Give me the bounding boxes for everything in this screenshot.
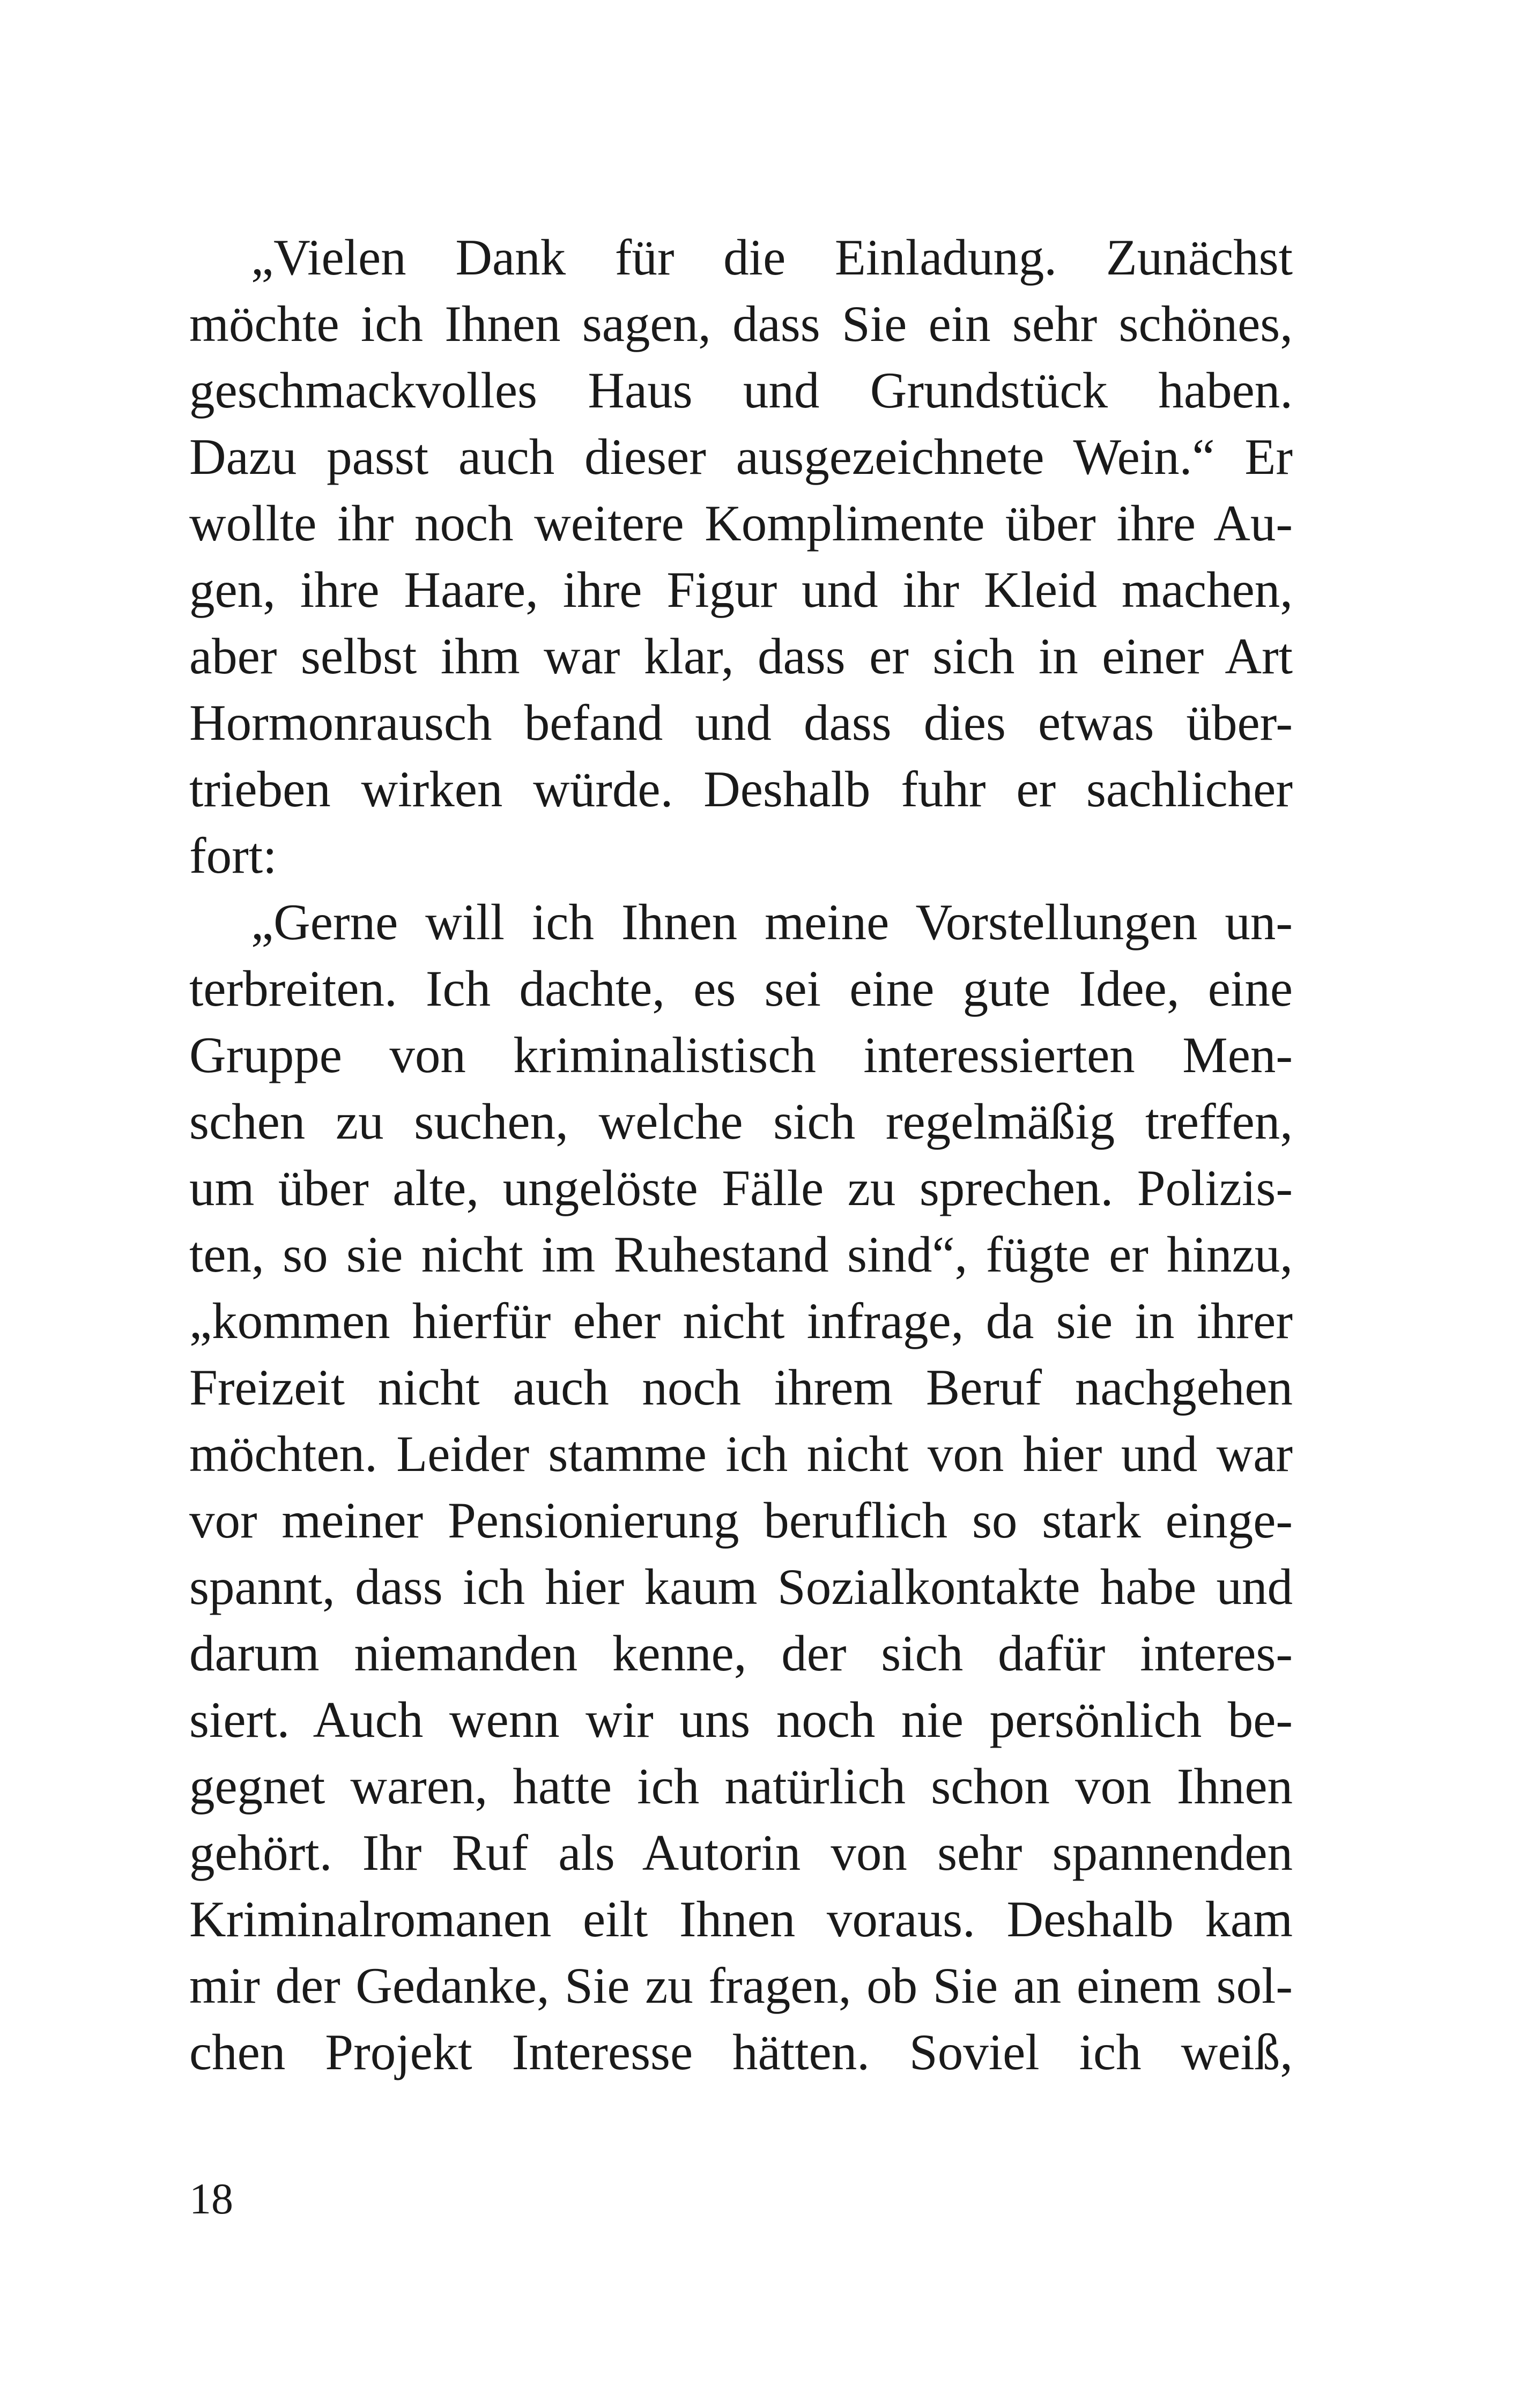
paragraph-2 xyxy=(189,889,1293,2085)
text-line: möchte ich Ihnen sagen, dass Sie ein sehr schönes, xyxy=(189,295,1293,352)
text-line: „kommen hierfür eher nicht infrage, da sie in ihrer xyxy=(189,1292,1293,1349)
text-line: möchten. Leider stamme ich nicht von hier und war xyxy=(189,1425,1293,1482)
text-line: geschmackvolles Haus und Grundstück haben. xyxy=(189,362,1293,419)
text-line: Hormonrausch befand und dass dies etwas über- xyxy=(189,694,1293,751)
text-line: Freizeit nicht auch noch ihrem Beruf nachgehen xyxy=(189,1359,1293,1416)
text-line: ten, so sie nicht im Ruhestand sind“, fügte er hinzu, xyxy=(189,1226,1293,1283)
body-text xyxy=(189,224,1293,2085)
paragraph-1 xyxy=(189,224,1293,889)
text-line: gen, ihre Haare, ihre Figur und ihr Kleid machen, xyxy=(189,561,1293,618)
text-line: mir der Gedanke, Sie zu fragen, ob Sie an einem sol- xyxy=(189,1957,1293,2014)
text-line: „Gerne will ich Ihnen meine Vorstellungen un- xyxy=(251,894,1293,950)
text-line: wollte ihr noch weitere Komplimente über ihre Au- xyxy=(189,495,1293,552)
text-line: Kriminalromanen eilt Ihnen voraus. Deshalb kam xyxy=(189,1891,1293,1948)
text-line: aber selbst ihm war klar, dass er sich in einer Art xyxy=(189,628,1293,685)
text-line: fort: xyxy=(189,827,277,884)
text-line: „Vielen Dank für die Einladung. Zunächst xyxy=(251,229,1293,286)
text-line: Dazu passt auch dieser ausgezeichnete Wein.“ Er xyxy=(189,428,1293,485)
text-line: siert. Auch wenn wir uns noch nie persönlich be- xyxy=(189,1691,1293,1748)
text-line: terbreiten. Ich dachte, es sei eine gute Idee, eine xyxy=(189,960,1293,1017)
text-line: gehört. Ihr Ruf als Autorin von sehr spannenden xyxy=(189,1824,1293,1881)
text-line: schen zu suchen, welche sich regelmäßig treffen, xyxy=(189,1093,1293,1150)
text-line: Gruppe von kriminalistisch interessierten Men- xyxy=(189,1027,1293,1083)
text-line: chen Projekt Interesse hätten. Soviel ich weiß, xyxy=(189,2024,1293,2080)
text-line: vor meiner Pensionierung beruflich so stark einge- xyxy=(189,1492,1293,1549)
text-line: spannt, dass ich hier kaum Sozialkontakte habe und xyxy=(189,1558,1293,1615)
text-line: um über alte, ungelöste Fälle zu sprechen. Polizis- xyxy=(189,1160,1293,1216)
text-line: gegnet waren, hatte ich natürlich schon von Ihnen xyxy=(189,1758,1293,1815)
page-number: 18 xyxy=(189,2174,233,2223)
text-line: trieben wirken würde. Deshalb fuhr er sachlicher xyxy=(189,761,1293,817)
text-line: darum niemanden kenne, der sich dafür interes- xyxy=(189,1625,1293,1682)
